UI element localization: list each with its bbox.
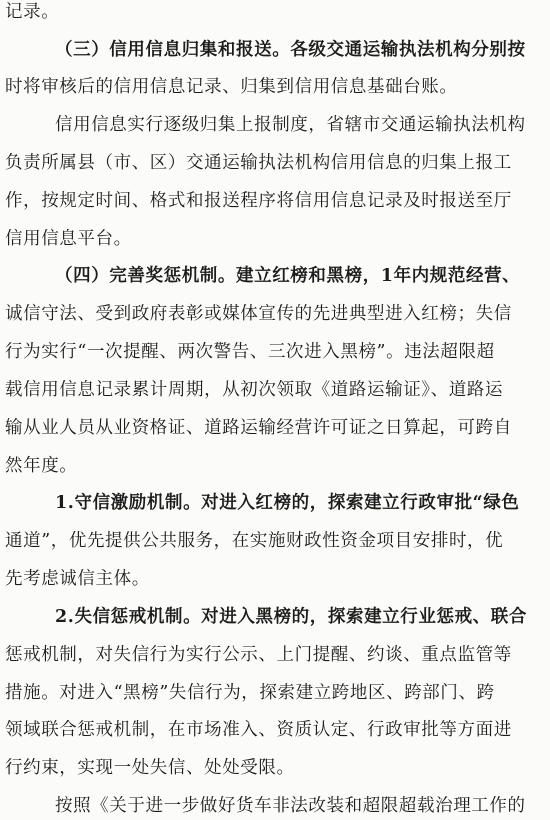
text-line: 惩戒机制，对失信行为实行公示、上门提醒、约谈、重点监管等 <box>5 645 512 665</box>
section-heading-line: （三）信用信息归集和报送。各级交通运输执法机构分别按 <box>55 40 526 60</box>
text-line: 行为实行“一次提醒、两次警告、三次进入黑榜”。违法超限超 <box>5 342 495 362</box>
subsection-heading-line: 1.守信激励机制。对进入红榜的，探索建立行政审批“绿色 <box>55 493 520 513</box>
text-line: 信用信息实行逐级归集上报制度，省辖市交通运输执法机构 <box>55 115 526 135</box>
text-line: 行约束，实现一处失信、处处受限。 <box>5 758 295 778</box>
text-line: 载信用信息记录累计周期，从初次领取《道路运输证》、道路运 <box>5 380 504 400</box>
text-line: 时将审核后的信用信息记录、归集到信用信息基础台账。 <box>5 77 458 97</box>
text-line: 通道”，优先提供公共服务，在实施财政性资金项目安排时，优 <box>5 531 504 551</box>
text-line: 领域联合惩戒机制，在市场准入、资质认定、行政审批等方面进 <box>5 720 512 740</box>
subsection-heading-line: 2.失信惩戒机制。对进入黑榜的，探索建立行业惩戒、联合 <box>55 607 527 627</box>
text-line: 记录。 <box>5 2 60 22</box>
text-line: 作，按规定时间、格式和报送程序将信用信息记录及时报送至厅 <box>5 191 512 211</box>
section-heading-line: （四）完善奖惩机制。建立红榜和黑榜，1年内规范经营、 <box>55 266 521 286</box>
text-line: 按照《关于进一步做好货车非法改装和超限超载治理工作的 <box>55 796 526 816</box>
text-line: 先考虑诚信主体。 <box>5 569 150 589</box>
text-line: 然年度。 <box>5 456 78 476</box>
text-line: 诚信守法、受到政府表彰或媒体宣传的先进典型进入红榜；失信 <box>5 304 512 324</box>
text-line: 信用信息平台。 <box>5 229 132 249</box>
text-line: 输从业人员从业资格证、道路运输经营许可证之日算起，可跨自 <box>5 418 512 438</box>
text-line: 负责所属县（市、区）交通运输执法机构信用信息的归集上报工 <box>5 153 512 173</box>
text-line: 措施。对进入“黑榜”失信行为，探索建立跨地区、跨部门、跨 <box>5 683 495 703</box>
